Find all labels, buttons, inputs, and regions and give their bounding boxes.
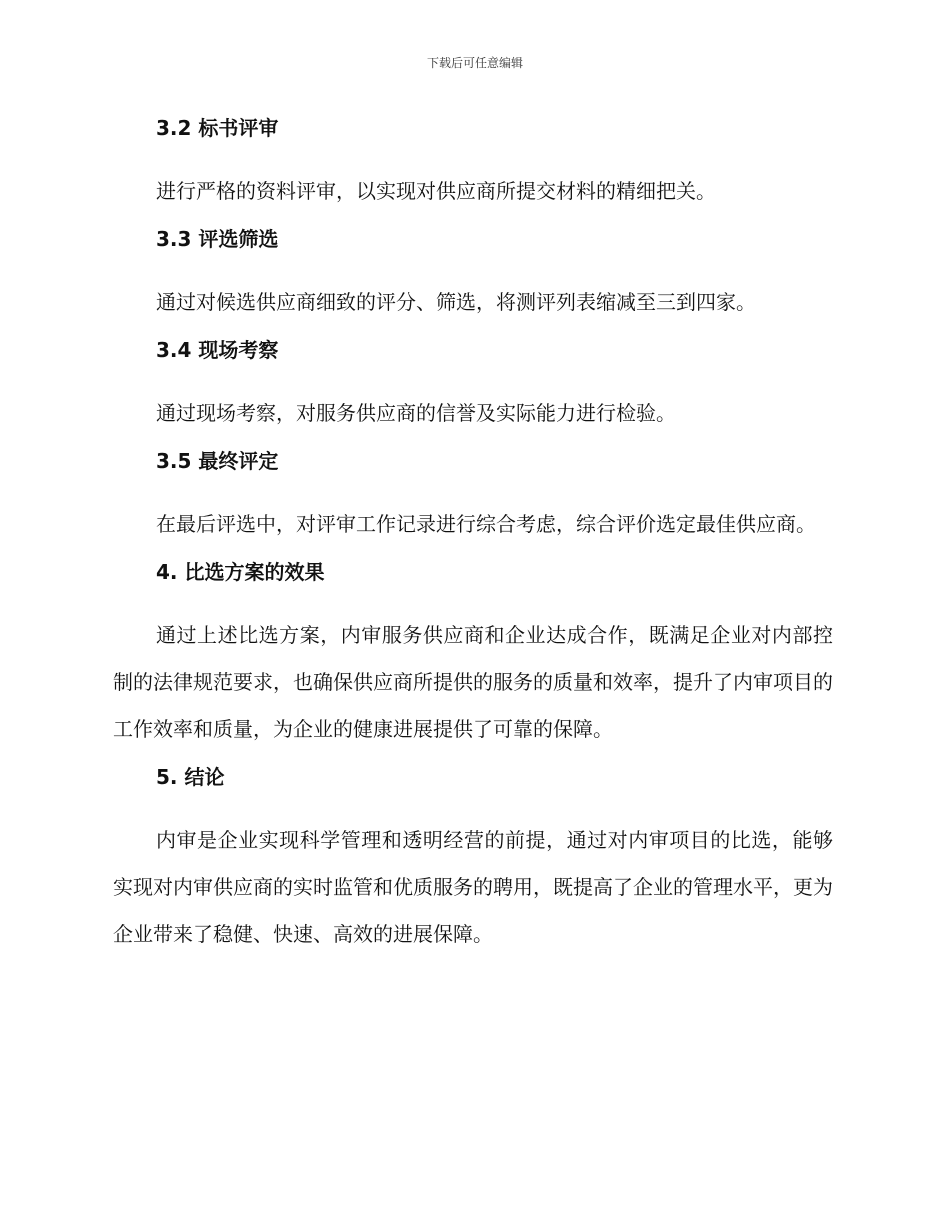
section-paragraph: 进行严格的资料评审，以实现对供应商所提交材料的精细把关。 — [156, 179, 716, 203]
section-paragraph: 通过现场考察，对服务供应商的信誉及实际能力进行检验。 — [156, 401, 676, 425]
section-3-4 — [113, 334, 833, 437]
page-header: 下载后可任意编辑 — [426, 56, 523, 70]
section-paragraph: 在最后评选中，对评审工作记录进行综合考虑，综合评价选定最佳供应商。 — [156, 512, 816, 536]
section-heading: 3.3 评选筛选 — [156, 227, 279, 251]
section-heading: 3.5 最终评定 — [156, 449, 279, 473]
document-body — [113, 112, 833, 966]
section-paragraph: 通过上述比选方案，内审服务供应商和企业达成合作，既满足企业对内部控制的法律规范要求，也确保供应商所提供的服务的质量和效率，提升了内审项目的工作效率和质量，为企业的健康进展提供了可靠的保障。 — [113, 623, 833, 741]
section-4 — [113, 556, 833, 753]
section-3-3 — [113, 223, 833, 326]
section-paragraph: 通过对候选供应商细致的评分、筛选，将测评列表缩减至三到四家。 — [156, 290, 756, 314]
section-paragraph: 内审是企业实现科学管理和透明经营的前提，通过对内审项目的比选，能够实现对内审供应商的实时监管和优质服务的聘用，既提高了企业的管理水平，更为企业带来了稳健、快速、高效的进展保障。 — [113, 828, 833, 946]
section-heading: 3.2 标书评审 — [156, 116, 279, 140]
section-3-2 — [113, 112, 833, 215]
section-3-5 — [113, 445, 833, 548]
section-heading: 4. 比选方案的效果 — [156, 560, 325, 584]
section-heading: 3.4 现场考察 — [156, 338, 279, 362]
section-5 — [113, 761, 833, 958]
section-heading: 5. 结论 — [156, 765, 225, 789]
